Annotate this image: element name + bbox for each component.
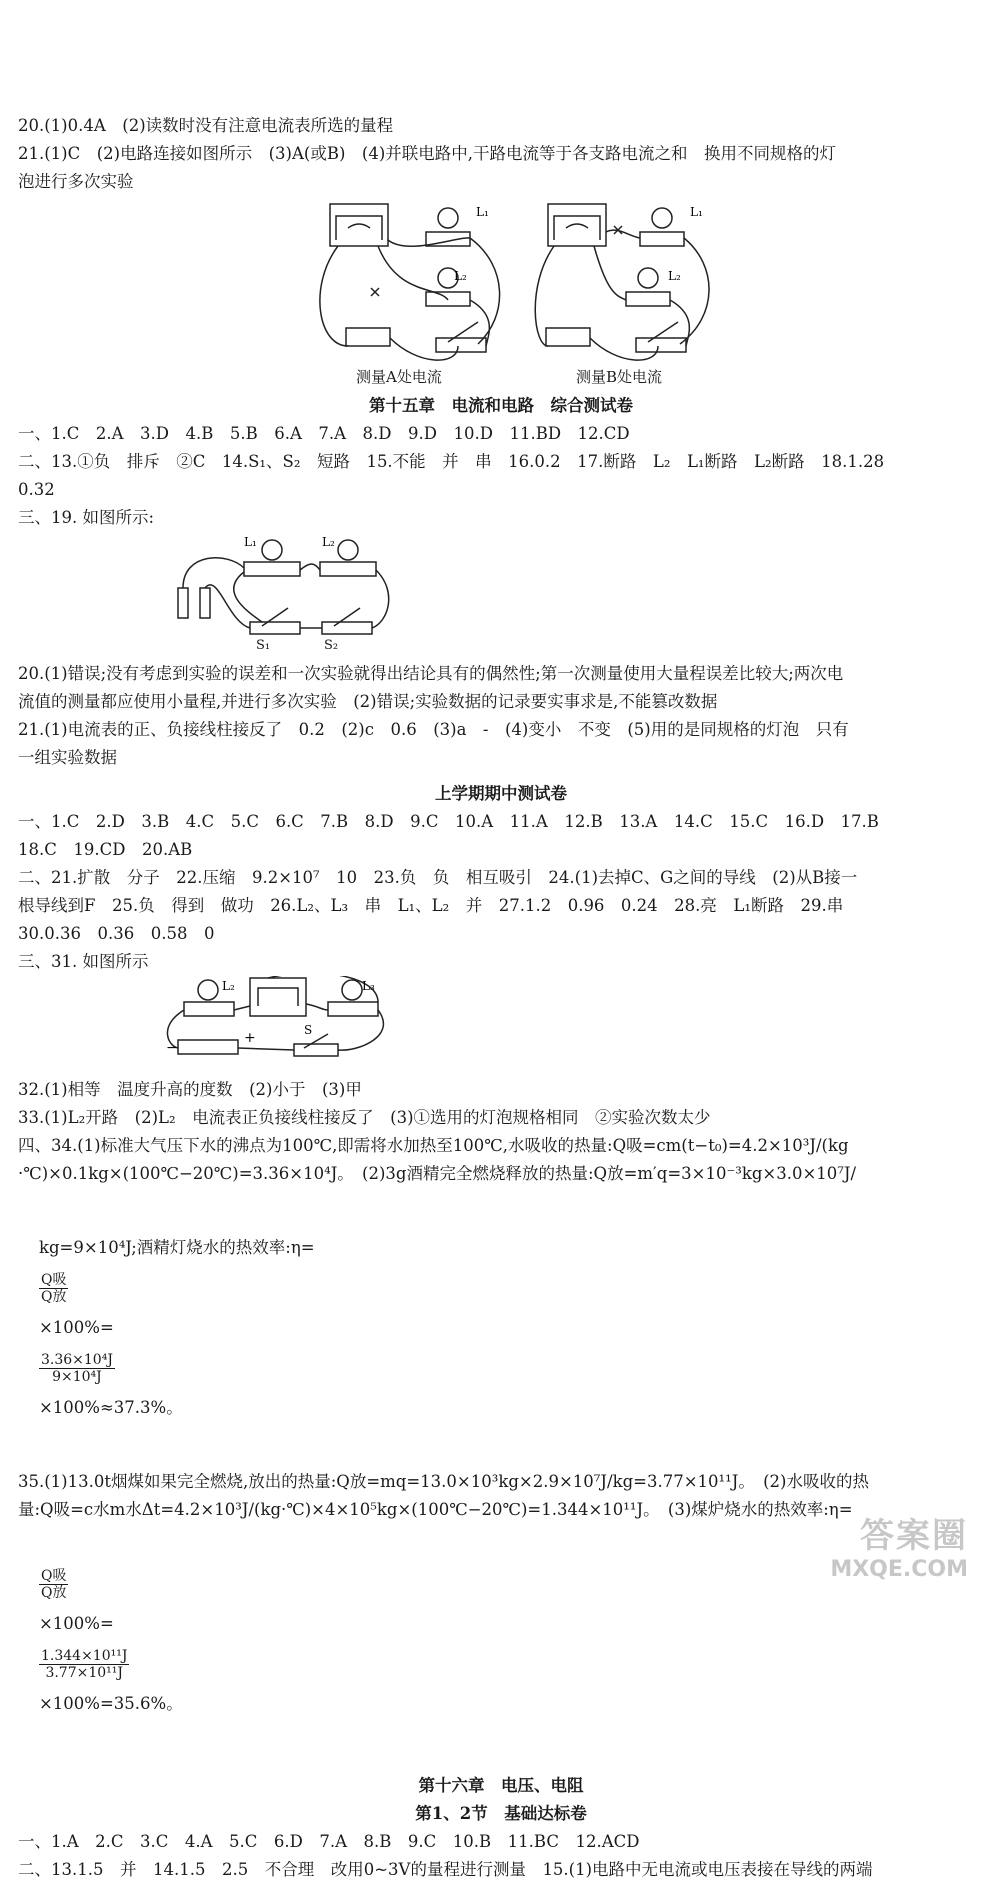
- formula-text: kg=9×10⁴J;酒精灯烧水的热效率:η=: [38, 1238, 315, 1257]
- answer-line: 四、34.(1)标准大气压下水的沸点为100℃,即需将水加热至100℃,水吸收的热量:Q吸=cm(t−t₀)=4.2×10³J/(kg: [18, 1136, 849, 1155]
- watermark-logo: [830, 1508, 968, 1582]
- circuit-diagram-31: [18, 976, 984, 1076]
- label-l1: L₁: [690, 205, 703, 219]
- answer-line: 30.0.36 0.36 0.58 0: [18, 924, 215, 943]
- answer-line: [18, 1188, 984, 1468]
- figure-caption: 测量B处电流: [576, 368, 663, 386]
- answer-line: 量:Q吸=c水m水Δt=4.2×10³J/(kg·℃)×4×10⁵kg×(100℃−20℃)=1.344×10¹¹J。 (3)煤炉烧水的热效率:η=: [18, 1500, 853, 1519]
- circuit-diagram-ab: [18, 196, 984, 392]
- answer-line: 21.(1)C (2)电路连接如图所示 (3)A(或B) (4)并联电路中,干路电流等于各支路电流之和 换用不同规格的灯: [18, 144, 837, 163]
- answer-line: 泡进行多次实验: [18, 172, 134, 191]
- circuit-figure-19: [18, 532, 984, 642]
- answer-page: [18, 112, 984, 1884]
- fraction: $\frac{\text{3.36×10⁴J}}{\text{9×10⁴J}}$: [40, 1352, 113, 1385]
- answer-line: 33.(1)L₂开路 (2)L₂ 电流表正负接线柱接反了 (3)①选用的灯泡规格相同 ②实验次数太少: [18, 1108, 711, 1127]
- answer-line: 流值的测量都应使用小量程,并进行多次实验 (2)错误;实验数据的记录要实事求是,不能篡改数据: [18, 692, 718, 711]
- watermark-brand: 答案圈: [860, 1516, 968, 1556]
- label-s: S: [304, 1023, 313, 1037]
- label-l2: L₂: [454, 269, 467, 283]
- answer-line: 一、1.A 2.C 3.C 4.A 5.C 6.D 7.A 8.B 9.C 10.B 11.BC 12.ACD: [18, 1832, 640, 1851]
- label-s1: S₁: [256, 638, 271, 653]
- answer-line: 二、13.1.5 并 14.1.5 2.5 不合理 改用0~3V的量程进行测量 15.(1)电路中无电流或电压表接在导线的两端: [18, 1860, 873, 1879]
- answer-line: 一组实验数据: [18, 748, 117, 767]
- circuit-diagram-19: [18, 532, 984, 642]
- answer-line: 21.(1)电流表的正、负接线柱接反了 0.2 (2)c 0.6 (3)a - (4)变小 不变 (5)用的是同规格的灯泡 只有: [18, 720, 849, 739]
- circuit-figure-31: [18, 976, 984, 1076]
- answer-line: 0.32: [18, 480, 55, 499]
- answer-line: 32.(1)相等 温度升高的度数 (2)小于 (3)甲: [18, 1080, 362, 1099]
- fraction: $\frac{\text{1.344×10¹¹J}}{\text{3.77×10¹¹J}}$: [40, 1648, 128, 1681]
- answer-line: 35.(1)13.0t烟煤如果完全燃烧,放出的热量:Q放=mq=13.0×10³kg×2.9×10⁷J/kg=3.77×10¹¹J。 (2)水吸收的热: [18, 1472, 869, 1491]
- fraction: $\frac{\text{Q吸}}{\text{Q放}}$: [40, 1568, 67, 1601]
- answer-line: 根导线到F 25.负 得到 做功 26.L₂、L₃ 串 L₁、L₂ 并 27.1.2 0.96 0.24 28.亮 L₁断路 29.串: [18, 896, 844, 915]
- fraction: $\frac{\text{Q吸}}{\text{Q放}}$: [40, 1272, 67, 1305]
- label-l3: L₃: [362, 979, 375, 993]
- section-subtitle: 第1、2节 基础达标卷: [415, 1804, 587, 1823]
- label-l2: L₂: [222, 979, 235, 993]
- label-l2: L₂: [668, 269, 681, 283]
- label-plus: +: [244, 1030, 256, 1046]
- formula-text: ×100%=: [38, 1614, 114, 1633]
- answer-line: 一、1.C 2.A 3.D 4.B 5.B 6.A 7.A 8.D 9.D 10.D 11.BD 12.CD: [18, 424, 630, 443]
- formula-text: ×100%=: [38, 1318, 114, 1337]
- answer-line: 二、13.①负 排斥 ②C 14.S₁、S₂ 短路 15.不能 并 串 16.0.2 17.断路 L₂ L₁断路 L₂断路 18.1.28: [18, 452, 885, 471]
- formula-text: ×100%=35.6%。: [38, 1694, 183, 1713]
- answer-line: 二、21.扩散 分子 22.压缩 9.2×10⁷ 10 23.负 负 相互吸引 24.(1)去掉C、G之间的导线 (2)从B接一: [18, 868, 858, 887]
- answer-line: 一、1.C 2.D 3.B 4.C 5.C 6.C 7.B 8.D 9.C 10.A 11.A 12.B 13.A 14.C 15.C 16.D 17.B: [18, 812, 879, 831]
- circuit-figure-ab: [18, 196, 984, 392]
- answer-line: 20.(1)0.4A (2)读数时没有注意电流表所选的量程: [18, 116, 394, 135]
- watermark-url: MXQE.COM: [830, 1557, 968, 1582]
- label-s2: S₂: [324, 638, 339, 653]
- formula-text: ×100%≈37.3%。: [38, 1398, 183, 1417]
- section-title: 第十五章 电流和电路 综合测试卷: [369, 396, 633, 415]
- answer-line: 20.(1)错误;没有考虑到实验的误差和一次实验就得出结论具有的偶然性;第一次测量使用大量程误差比较大;两次电: [18, 664, 844, 683]
- answer-line: ·℃)×0.1kg×(100℃−20℃)=3.36×10⁴J。 (2)3g酒精完全燃烧释放的热量:Q放=m′q=3×10⁻³kg×3.0×10⁷J/: [18, 1164, 857, 1183]
- label-l1: L₁: [244, 535, 257, 549]
- figure-caption: 测量A处电流: [356, 368, 442, 386]
- section-title: 上学期期中测试卷: [435, 784, 567, 803]
- answer-line: 18.C 19.CD 20.AB: [18, 840, 193, 859]
- label-minus: −: [166, 1040, 178, 1056]
- switch-labels: [18, 638, 984, 660]
- answer-line: 三、31. 如图所示: [18, 952, 149, 971]
- answer-line: 三、19. 如图所示:: [18, 508, 155, 527]
- label-l1: L₁: [476, 205, 489, 219]
- section-title: 第十六章 电压、电阻: [418, 1776, 584, 1795]
- label-l2: L₂: [322, 535, 335, 549]
